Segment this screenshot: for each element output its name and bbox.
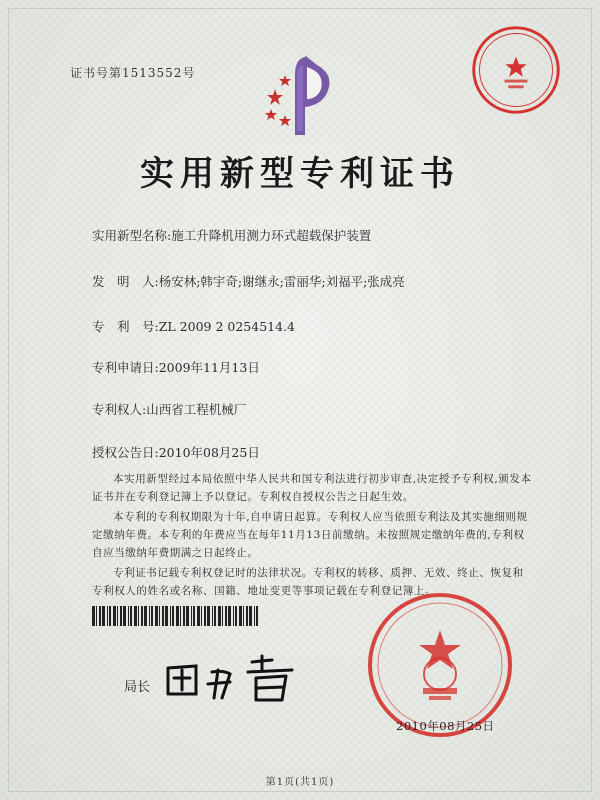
barcode-bar	[256, 606, 258, 626]
barcode-bar	[212, 606, 213, 626]
barcode-bar	[159, 606, 160, 626]
field-value: 施工升降机用测力环式超载保护装置	[171, 228, 372, 243]
certificate-body	[92, 470, 532, 602]
barcode-bar	[113, 606, 116, 626]
barcode-bar	[128, 606, 129, 626]
barcode-bar	[130, 606, 132, 626]
barcode-bar	[235, 606, 237, 626]
field-label: 专利申请日:	[92, 360, 159, 375]
barcode-bar	[102, 606, 105, 626]
field-patent-number	[92, 317, 295, 335]
barcode-bar	[228, 606, 231, 626]
field-value: 山西省工程机械厂	[146, 402, 247, 417]
page-indicator: 第1页(共1页)	[265, 777, 335, 788]
field-patentee	[92, 400, 246, 418]
field-label: 专利权人:	[92, 402, 147, 417]
barcode-bar	[246, 606, 248, 626]
certificate-title: 实用新型专利证书	[140, 154, 460, 194]
barcode-bar	[233, 606, 234, 626]
barcode-bar	[218, 606, 221, 626]
field-value: 杨安林;韩宇奇;谢继永;雷丽华;刘福平;张成亮	[158, 274, 405, 289]
barcode-bar	[162, 606, 164, 626]
agency-seal-icon	[468, 22, 564, 118]
barcode-bar	[214, 606, 216, 626]
barcode-bar	[249, 606, 252, 626]
barcode-bar	[120, 606, 122, 626]
director-signature-icon	[160, 650, 310, 706]
barcode-bar	[186, 606, 189, 626]
barcode-bar	[92, 606, 95, 626]
barcode-bar	[222, 606, 223, 626]
patent-office-logo-icon	[255, 45, 355, 145]
barcode-bar	[109, 606, 111, 626]
barcode-bar	[191, 606, 192, 626]
body-paragraph: 专利证书记载专利权登记时的法律状况。专利权的转移、质押、无效、终止、恢复和专利权人的姓名或名称、国籍、地址变更等事项记载在专利登记簿上。	[92, 567, 524, 597]
barcode-bar	[151, 606, 153, 626]
field-label: 专 利 号:	[92, 319, 159, 334]
barcode-bar	[96, 606, 97, 626]
body-paragraph: 本实用新型经过本局依照中华人民共和国专利法进行初步审查,决定授予专利权,颁发本证书并在专利登记簿上予以登记。专利权自授权公告之日起生效。	[92, 473, 532, 503]
barcode-bar	[197, 606, 200, 626]
barcode-bar	[193, 606, 195, 626]
barcode-bar	[99, 606, 101, 626]
barcode-bar	[123, 606, 126, 626]
certificate-number: 证书号第1513552号	[70, 66, 196, 80]
barcode-bar	[180, 606, 181, 626]
barcode-bar	[243, 606, 244, 626]
barcode-bar	[183, 606, 185, 626]
field-utility-model-name	[92, 226, 371, 244]
barcode-bar	[204, 606, 206, 626]
field-label: 授权公告日:	[92, 445, 159, 460]
barcode-bar	[144, 606, 147, 626]
field-inventors	[92, 272, 405, 290]
field-value: 2009年11月13日	[158, 360, 260, 375]
barcode-bar	[254, 606, 255, 626]
barcode-bar	[141, 606, 143, 626]
field-application-date	[92, 358, 260, 376]
barcode-bar	[239, 606, 242, 626]
signature-label: 局长	[124, 680, 151, 695]
barcode-bar	[155, 606, 158, 626]
barcode-icon	[92, 606, 262, 626]
barcode-bar	[138, 606, 139, 626]
barcode-bar	[201, 606, 202, 626]
barcode-bar	[172, 606, 174, 626]
barcode-bar	[134, 606, 137, 626]
field-announcement-date	[92, 443, 260, 461]
barcode-bar	[117, 606, 118, 626]
barcode-bar	[165, 606, 168, 626]
barcode-bar	[176, 606, 179, 626]
field-value: ZL 2009 2 0254514.4	[158, 319, 295, 334]
field-value: 2010年08月25日	[158, 445, 260, 460]
field-label: 发 明 人:	[92, 274, 159, 289]
barcode-bar	[107, 606, 108, 626]
field-label: 实用新型名称:	[92, 228, 172, 243]
barcode-bar	[170, 606, 171, 626]
barcode-bar	[149, 606, 150, 626]
barcode-bar	[207, 606, 210, 626]
body-paragraph: 本专利的专利权期限为十年,自申请日起算。专利权人应当依照专利法及其实施细则规定缴纳年费。本专利的年费应当在每年11月13日前缴纳。未按照规定缴纳年费的,专利权自应当缴纳年费期满之日起终止。	[92, 511, 528, 559]
barcode-bar	[225, 606, 227, 626]
seal-date: 2010年08月25日	[396, 719, 495, 733]
